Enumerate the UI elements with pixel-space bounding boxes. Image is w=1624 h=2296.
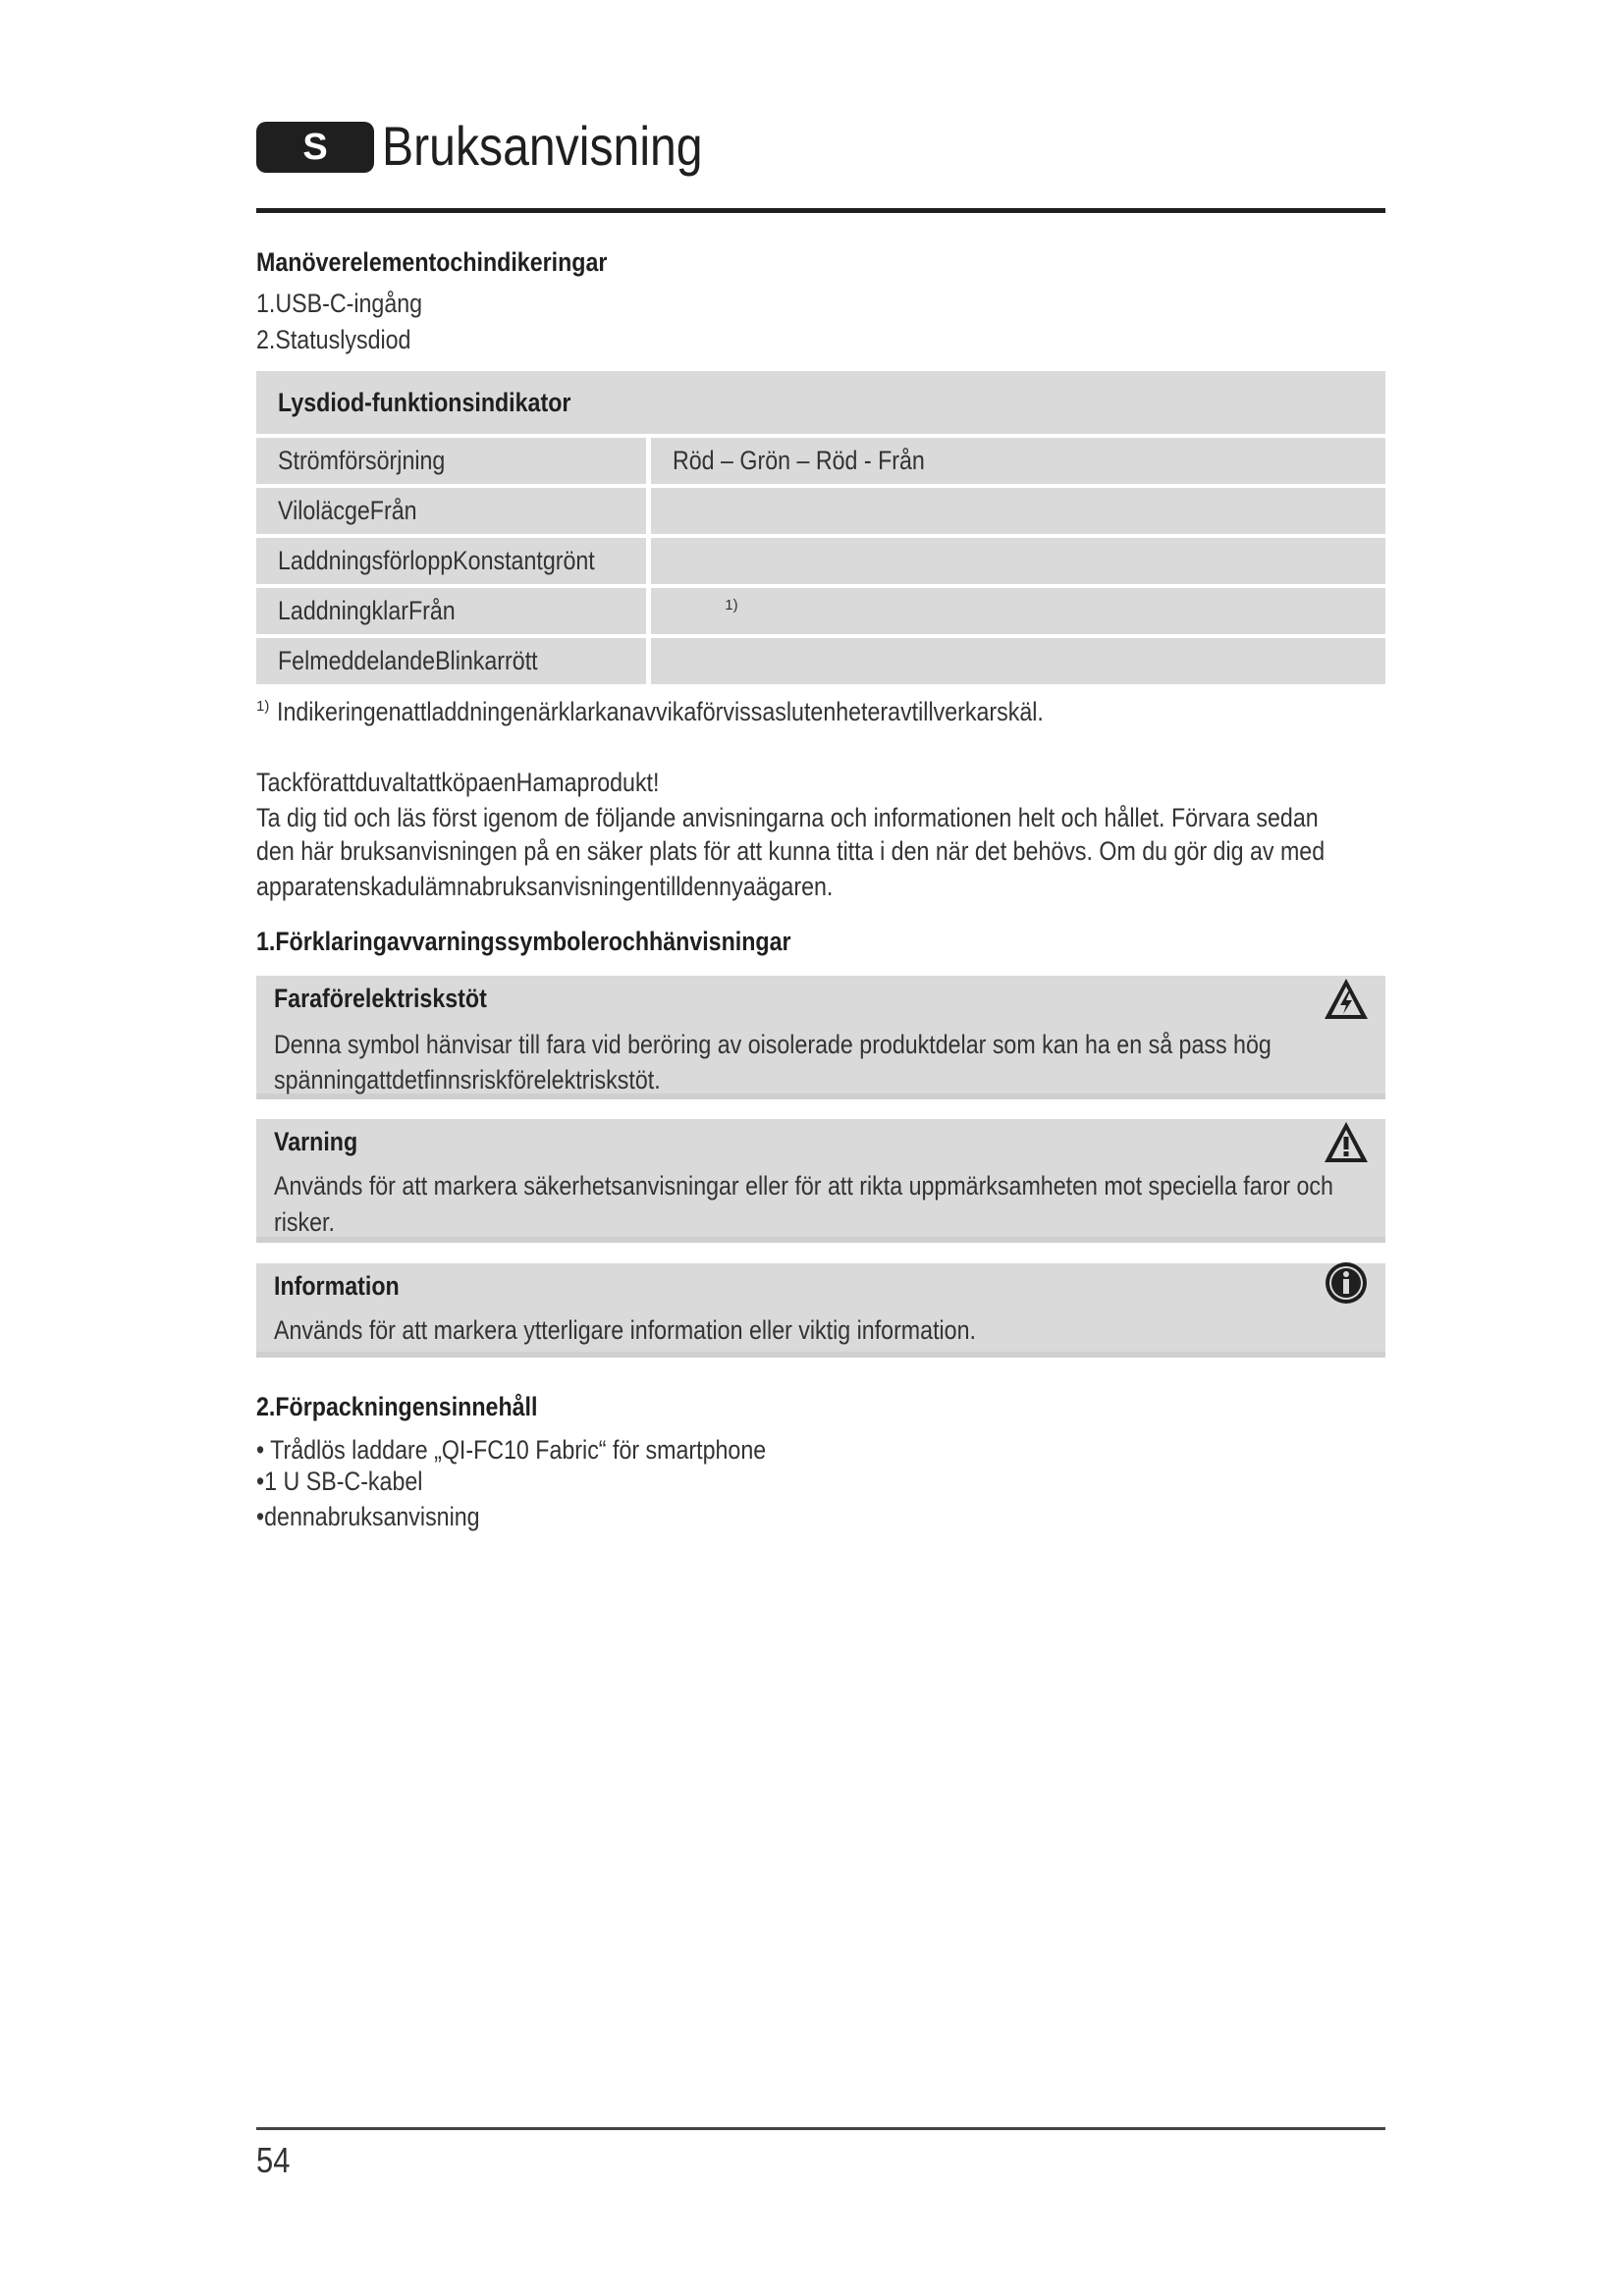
row-value: Röd – Grön – Röd - Från	[651, 438, 1385, 484]
control-item: 1.USB-C-ingång	[256, 289, 423, 318]
box-text: spänningattdetfinnsriskförelektriskstöt.	[274, 1065, 661, 1095]
row-label: LaddningsförloppKonstantgrönt	[256, 538, 651, 584]
footer-rule	[256, 2127, 1385, 2130]
table-row	[256, 638, 1385, 684]
control-item: 2.Statuslysdiod	[256, 325, 411, 354]
intro-line: Ta dig tid och läs först igenom de följande anvisningarna och informationen helt och hållet. Förvara sedan	[256, 803, 1319, 832]
page-header	[256, 115, 1385, 179]
warning-triangle-icon	[1323, 976, 1370, 1023]
language-badge: S	[256, 122, 374, 173]
information-box	[256, 1263, 1385, 1358]
box-text: Denna symbol hänvisar till fara vid beröring av oisolerade produktdelar som kan ha en så pass hög	[274, 1030, 1272, 1059]
row-label: FelmeddelandeBlinkarrött	[256, 638, 651, 684]
footnote	[256, 697, 1168, 727]
row-value	[651, 538, 1385, 584]
row-value	[651, 638, 1385, 684]
section1-heading: 1.Förklaringavvarningssymbolerochhänvisningar	[256, 927, 791, 956]
box-text: risker.	[274, 1207, 335, 1237]
list-item: • Trådlös laddare „QI-FC10 Fabric“ för smartphone	[256, 1435, 767, 1465]
list-item: •1 U SB-C-kabel	[256, 1467, 423, 1496]
warning-box	[256, 1119, 1385, 1243]
table-header-row	[256, 371, 1385, 434]
table-row	[256, 438, 1385, 484]
section2-heading: 2.Förpackningensinnehåll	[256, 1392, 538, 1421]
row-label: ViloläcgeFrån	[256, 488, 651, 534]
header-rule	[256, 208, 1385, 213]
box-title: Information	[274, 1271, 400, 1301]
table-row	[256, 588, 1385, 634]
thanks-line: TackförattduvaltattköpaenHamaprodukt!	[256, 768, 660, 797]
table-row	[256, 538, 1385, 584]
row-value	[651, 488, 1385, 534]
footnote-marker: 1)	[256, 698, 270, 715]
led-function-table	[256, 367, 1385, 688]
table-row	[256, 488, 1385, 534]
footnote-text: Indikeringenattladdningenärklarkanavvikaförvissaslutenheteravtillverkarskäl.	[276, 697, 1044, 726]
info-icon	[1323, 1259, 1370, 1307]
box-text: Används för att markera ytterligare information eller viktig information.	[274, 1315, 976, 1345]
electric-shock-box	[256, 976, 1385, 1099]
row-label: Strömförsörjning	[256, 438, 651, 484]
page-number: 54	[256, 2140, 291, 2180]
footnote-marker: 1)	[725, 597, 738, 614]
controls-heading: Manöverelementochindikeringar	[256, 247, 608, 277]
box-title: Varning	[274, 1127, 358, 1156]
box-text: Används för att markera säkerhetsanvisningar eller för att rikta uppmärksamheten mot speciella faror och	[274, 1171, 1333, 1201]
box-title: Faraförelektriskstöt	[274, 984, 487, 1013]
intro-line: apparatenskadulämnabruksanvisningentilldennyaägaren.	[256, 872, 834, 901]
list-item: •dennabruksanvisning	[256, 1502, 480, 1531]
table-heading: Lysdiod-funktionsindikator	[256, 371, 1385, 434]
row-value	[651, 588, 1385, 634]
document-title: Bruksanvisning	[382, 115, 703, 177]
warning-triangle-icon	[1323, 1119, 1370, 1166]
intro-line: den här bruksanvisningen på en säker plats för att kunna titta i den när det behövs. Om du gör dig av med	[256, 836, 1326, 866]
row-label: LaddningklarFrån	[256, 588, 651, 634]
